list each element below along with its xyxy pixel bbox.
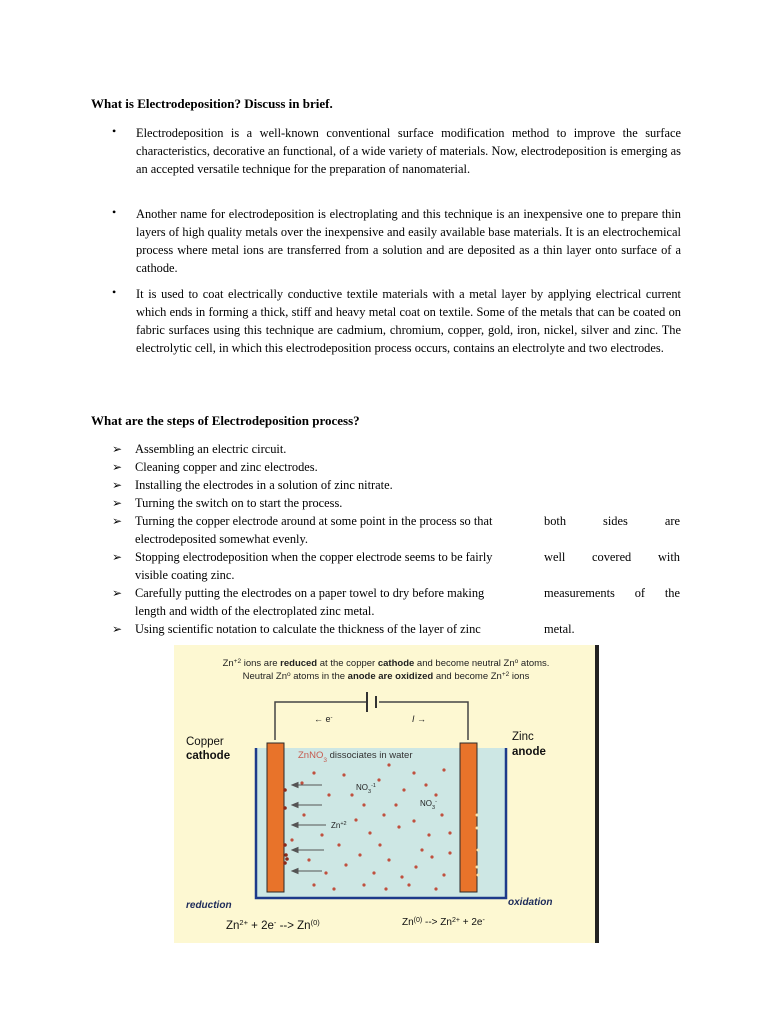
ion-dot: [320, 833, 323, 836]
ion-dot: [368, 831, 371, 834]
ion-dot: [344, 863, 347, 866]
ion-dot: [412, 819, 415, 822]
ion-dot: [377, 778, 380, 781]
ion-dot: [407, 883, 410, 886]
arrow-bullet-icon: ➢: [112, 496, 123, 510]
anode-ion-dot: [476, 866, 479, 869]
step-text: Installing the electrodes in a solution of zinc nitrate.: [135, 478, 393, 492]
step-text: sides: [603, 514, 628, 528]
ion-dot: [424, 783, 427, 786]
steps-list: [112, 440, 680, 638]
ion-dot: [420, 848, 423, 851]
arrow-bullet-icon: ➢: [112, 514, 123, 528]
current-flow-label: I →: [412, 714, 427, 724]
anode-ion-dot: [476, 827, 479, 830]
step-text: electrodeposited somewhat evenly.: [135, 532, 308, 546]
step-text: both: [544, 514, 567, 528]
ion-dot: [442, 768, 445, 771]
bullet-item: [112, 205, 680, 277]
caption-line-2: Neutral Zn$^o$ atoms in the anode are oxidized and become $Zn^{+2}$ ions: [242, 670, 530, 682]
bullet-icon: •: [112, 205, 117, 219]
step-text: measurements: [544, 586, 615, 600]
ion-dot: [332, 887, 335, 890]
zinc-ion-label: $Zn^{+2}$: [331, 821, 347, 830]
ion-dot: [312, 883, 315, 886]
bullet-icon: •: [112, 285, 117, 299]
anode-label: anode: [512, 746, 546, 758]
list-item: [112, 512, 680, 548]
list-item: [112, 548, 680, 584]
step-text: well: [544, 550, 566, 564]
step-text: metal.: [544, 622, 575, 636]
arrow-bullet-icon: ➢: [112, 460, 123, 474]
zinc-label: Zinc: [512, 731, 534, 743]
ion-dot: [300, 781, 303, 784]
ion-dot: [378, 843, 381, 846]
step-text: Assembling an electric circuit.: [135, 442, 287, 456]
list-item: [112, 494, 680, 512]
solution-label: ZnNO$_3$ dissociates in water: [298, 750, 413, 764]
bullet-item: [112, 285, 680, 375]
ion-dot: [394, 803, 397, 806]
list-item: [112, 476, 680, 494]
bullet-item: [112, 124, 680, 196]
ion-dot: [354, 818, 357, 821]
deposited-zinc-dot: [285, 857, 289, 861]
arrow-bullet-icon: ➢: [112, 442, 123, 456]
ion-dot: [430, 855, 433, 858]
ion-dot: [448, 831, 451, 834]
ion-dot: [362, 883, 365, 886]
electron-flow-label: ← e-: [314, 714, 333, 724]
diagram-right-border: [595, 645, 599, 943]
anode-ion-dot: [477, 874, 480, 877]
ion-dot: [302, 813, 305, 816]
deposited-zinc-dot: [283, 806, 287, 810]
reduction-equation: $Zn^{2+} + 2e^-$ --> $Zn^{(0)}$: [226, 917, 320, 932]
anode-ion-dot: [476, 814, 479, 817]
bullet-text: Another name for electrodeposition is electroplating and this technique is an inexpensive one to prepare thin layers of high quality metals over the inexpensive and easily available base materials. It is an electrochemical process where metal ions are transferred from a solution and are deposited as a thin layer onto surface of a cathode.: [136, 207, 681, 275]
reduction-label: reduction: [186, 900, 232, 911]
ion-dot: [337, 843, 340, 846]
arrow-bullet-icon: ➢: [112, 622, 123, 636]
bullet-text: It is used to coat electrically conductive textile materials with a metal layer by applying electrical current which ends in forming a thick, stiff and heavy metal coat on textile. Some of the metals that can be coated on fabric surfaces using this technique are cadmium, chromium, copper, gold, iron, nickel, silver and zinc. The electrolytic cell, in which this electrodeposition process occurs, contains an electrolyte and two electrodes.: [136, 287, 681, 355]
ion-dot: [442, 873, 445, 876]
anode-ion-dot: [477, 849, 480, 852]
bullet-icon: •: [112, 124, 117, 138]
ion-dot: [350, 793, 353, 796]
step-text: the: [664, 586, 680, 600]
oxidation-equation: Zn$^{(0)}$ --> $Zn^{2+} + 2e^-$: [402, 916, 485, 928]
arrow-bullet-icon: ➢: [112, 478, 123, 492]
ion-dot: [327, 793, 330, 796]
section-heading-electrodeposition: What is Electrodeposition? Discuss in brief.: [91, 96, 333, 111]
step-text: Stopping electrodeposition when the copper electrode seems to be fairly: [135, 550, 493, 564]
ion-dot: [384, 887, 387, 890]
ion-dot: [400, 875, 403, 878]
ion-dot: [324, 871, 327, 874]
nitrate-ion-label: $NO_3^{-1}$: [356, 783, 376, 795]
step-text: visible coating zinc.: [135, 568, 235, 582]
step-text: length and width of the electroplated zinc metal.: [135, 604, 375, 618]
ion-dot: [312, 771, 315, 774]
list-item: [112, 440, 680, 458]
ion-dot: [412, 771, 415, 774]
step-text: of: [634, 586, 646, 600]
deposited-zinc-dot: [283, 788, 287, 792]
deposited-zinc-dot: [283, 861, 287, 865]
ion-dot: [434, 793, 437, 796]
electrodeposition-diagram: [174, 645, 599, 943]
deposited-zinc-dot: [283, 843, 287, 847]
bullet-text: Electrodeposition is a well-known conventional surface modification method to improve the surface characteristics, decorative an functional, of a wide variety of materials. Now, electrodeposition is emerging as an accepted versatile technique for the preparation of nanomaterial.: [136, 126, 681, 176]
ion-dot: [387, 763, 390, 766]
arrow-bullet-icon: ➢: [112, 586, 123, 600]
deposited-zinc-dot: [284, 853, 288, 857]
step-text: covered: [592, 550, 632, 564]
ion-dot: [290, 838, 293, 841]
ion-dot: [448, 851, 451, 854]
diagram-svg: [174, 645, 599, 943]
ion-dot: [397, 825, 400, 828]
ion-dot: [402, 788, 405, 791]
step-text: Carefully putting the electrodes on a paper towel to dry before making: [135, 586, 485, 600]
list-item: [112, 458, 680, 476]
step-text: Using scientific notation to calculate the thickness of the layer of zinc: [135, 622, 481, 636]
step-text: are: [664, 514, 680, 528]
arrow-bullet-icon: ➢: [112, 550, 123, 564]
caption-line-1: $Zn^{+2}$ ions are reduced at the copper cathode and become neutral Zn$^o$ atoms.: [222, 657, 550, 669]
ion-dot: [382, 813, 385, 816]
list-item: [112, 584, 680, 620]
ion-dot: [362, 803, 365, 806]
oxidation-label: oxidation: [508, 897, 553, 908]
copper-cathode-electrode: [267, 743, 284, 892]
ion-dot: [414, 865, 417, 868]
ion-dot: [342, 773, 345, 776]
ion-dot: [440, 813, 443, 816]
nitrate-ion-label: $NO_3^-$: [420, 799, 437, 811]
ion-dot: [358, 853, 361, 856]
step-text: Turning the switch on to start the process.: [135, 496, 343, 510]
ion-dot: [387, 858, 390, 861]
ion-dot: [434, 887, 437, 890]
step-text: Turning the copper electrode around at some point in the process so that: [135, 514, 493, 528]
list-item: [112, 620, 680, 638]
ion-dot: [372, 871, 375, 874]
step-text: Cleaning copper and zinc electrodes.: [135, 460, 318, 474]
ion-dot: [427, 833, 430, 836]
section-heading-steps: What are the steps of Electrodeposition process?: [91, 413, 360, 428]
zinc-anode-electrode: [460, 743, 477, 892]
step-text: with: [657, 550, 680, 564]
ion-dot: [307, 858, 310, 861]
copper-label: Copper: [186, 736, 224, 748]
cathode-label: cathode: [186, 750, 231, 762]
